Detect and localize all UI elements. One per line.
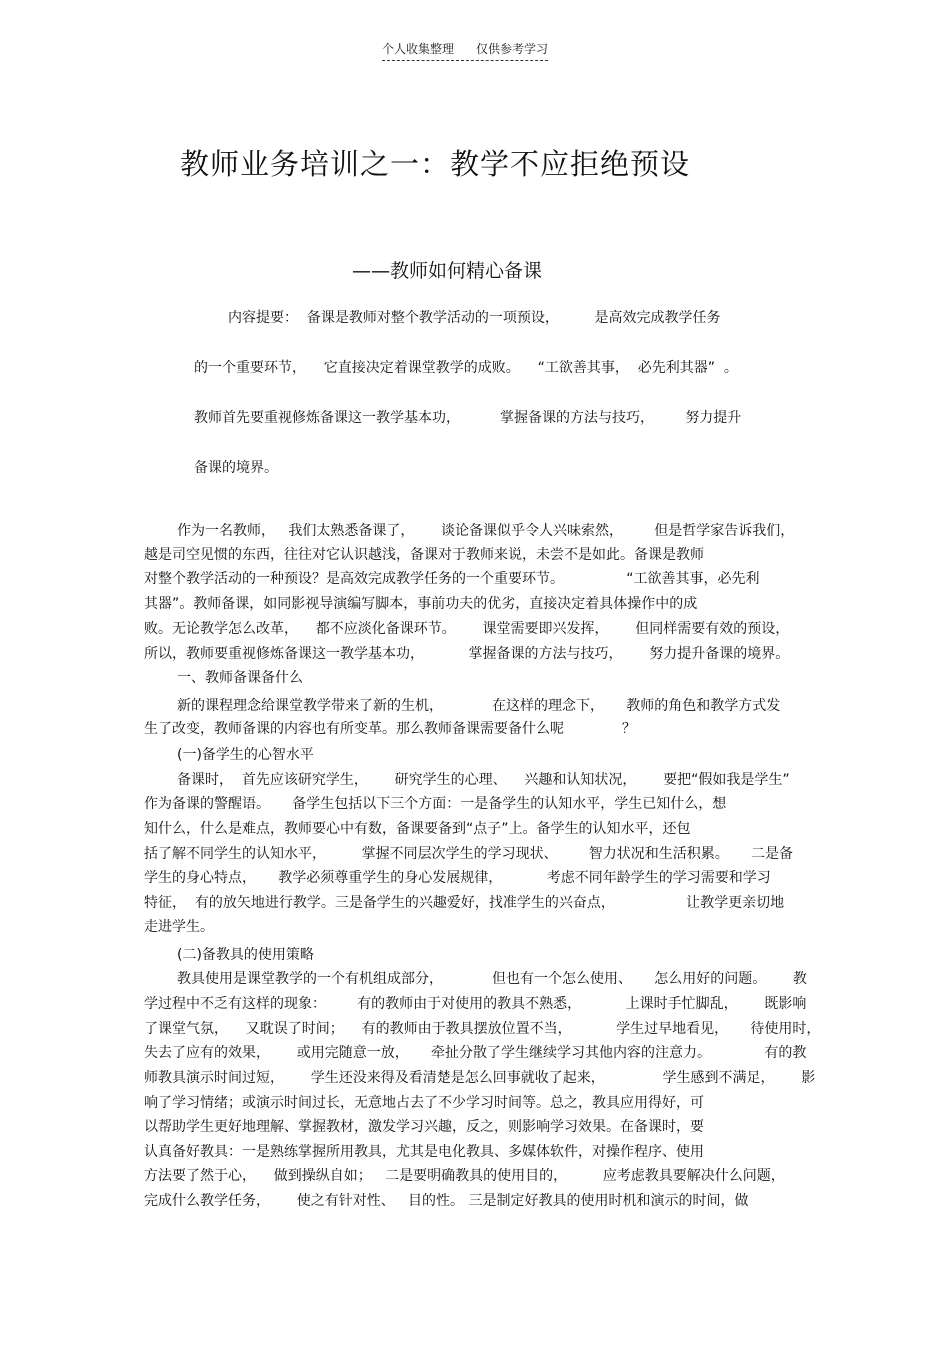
body-line: 完成什么教学任务， 使之有针对性、 目的性。 三是制定好教具的使用时机和演示的时间，做 <box>144 1193 749 1209</box>
document-title: 教师业务培训之一：教学不应拒绝预设 <box>180 147 691 181</box>
body-line: 知什么，什么是难点，教师要心中有数，备课要备到“点子”上。备学生的认知水平，还包 <box>144 821 691 837</box>
summary-line: 的一个重要环节， 它直接决定着课堂教学的成败。 “工欲善其事， 必先利其器” 。 <box>194 360 738 376</box>
body-line: 对整个教学活动的一种预设？是高效完成教学任务的一个重要环节。 “工欲善其事，必先利 <box>144 571 760 587</box>
header-right-text: 仅供参考学习 <box>476 42 549 56</box>
body-line: 方法要了然于心， 做到操纵自如； 二是要明确教具的使用目的， 应考虑教具要解决什么问题， <box>144 1168 785 1184</box>
body-line: 响了学习情绪；或演示时间过长，无意地占去了不少学习时间等。总之，教具应用得好，可 <box>144 1095 704 1111</box>
body-line: 备课时， 首先应该研究学生， 研究学生的心理、 兴趣和认知状况， 要把“假如我是学生” <box>177 772 790 788</box>
body-line: 作为一名教师， 我们太熟悉备课了， 谈论备课似乎令人兴味索然， 但是哲学家告诉我们， <box>177 523 795 539</box>
body-line: 败。无论教学怎么改革， 都不应淡化备课环节。 课堂需要即兴发挥， 但同样需要有效的预设， <box>144 621 790 637</box>
body-line: 特征， 有的放矢地进行教学。三是备学生的兴趣爱好，找准学生的兴奋点， 让教学更亲切地 <box>144 895 785 911</box>
body-line: 所以，教师要重视修炼备课这一教学基本功， 掌握备课的方法与技巧， 努力提升备课的境界。 <box>144 646 790 662</box>
summary-line: 备课的境界。 <box>194 460 278 476</box>
body-line: 括了解不同学生的认知水平， 掌握不同层次学生的学习现状、 智力状况和生活积累。 二是备 <box>144 846 794 862</box>
body-line: 生了改变，教师备课的内容也有所变革。那么教师备课需要备什么呢 ？ <box>144 721 636 737</box>
body-line: 教具使用是课堂教学的一个有机组成部分， 但也有一个怎么使用、 怎么用好的问题。 教 <box>177 971 807 987</box>
summary-line: 内容提要： 备课是教师对整个教学活动的一项预设， 是高效完成教学任务 <box>228 310 721 326</box>
body-line: 新的课程理念给课堂教学带来了新的生机， 在这样的理念下， 教师的角色和教学方式发 <box>177 698 781 714</box>
subsection-heading: (一)备学生的心智水平 <box>177 747 314 763</box>
subsection-heading: (二)备教具的使用策略 <box>177 947 314 963</box>
body-line: 越是司空见惯的东西，往往对它认识越浅，备课对于教师来说，未尝不是如此。备课是教师 <box>144 547 704 563</box>
body-line: 认真备好教具：一是熟练掌握所用教具，尤其是电化教具、多媒体软件，对操作程序、使用 <box>144 1144 704 1160</box>
header-left-text: 个人收集整理 <box>382 42 455 56</box>
body-line: 学过程中不乏有这样的现象： 有的教师由于对使用的教具不熟悉， 上课时手忙脚乱， 既影响 <box>144 996 807 1012</box>
body-line: 以帮助学生更好地理解、掌握教材，激发学习兴趣，反之，则影响学习效果。在备课时，要 <box>144 1119 704 1135</box>
summary-line: 教师首先要重视修炼备课这一教学基本功， 掌握备课的方法与技巧， 努力提升 <box>194 410 742 426</box>
body-line: 走进学生。 <box>144 919 214 935</box>
body-line: 了课堂气氛， 又耽误了时间； 有的教师由于教具摆放位置不当， 学生过早地看见， 待使用时， <box>144 1021 821 1037</box>
document-subtitle: ——教师如何精心备课 <box>352 260 543 282</box>
section-heading: 一、教师备课备什么 <box>177 670 303 686</box>
body-line: 师教具演示时间过短， 学生还没来得及看清楚是怎么回事就收了起来， 学生感到不满足， 影 <box>144 1070 816 1086</box>
body-line: 作为备课的警醒语。 备学生包括以下三个方面：一是备学生的认知水平，学生已知什么，想 <box>144 796 727 812</box>
body-line: 失去了应有的效果， 或用完随意一放， 牵扯分散了学生继续学习其他内容的注意力。 有的教 <box>144 1045 807 1061</box>
body-line: 学生的身心特点， 教学必须尊重学生的身心发展规律， 考虑不同年龄学生的学习需要和学习 <box>144 870 771 886</box>
body-line: 其器”。教师备课，如同影视导演编写脚本，事前功夫的优劣，直接决定着具体操作中的成 <box>144 596 698 612</box>
page-header <box>382 40 548 61</box>
